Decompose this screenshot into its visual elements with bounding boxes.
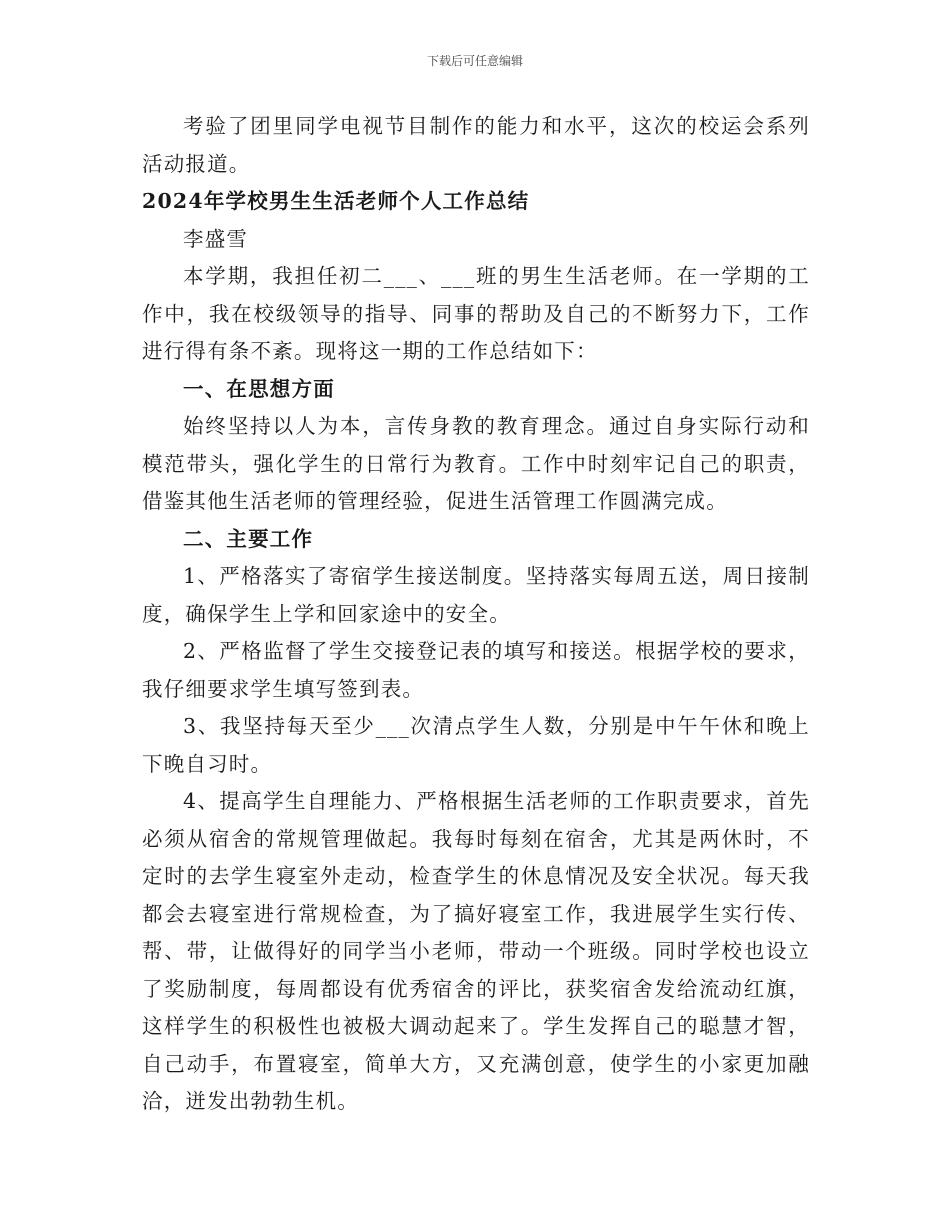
opening-paragraph: 本学期，我担任初二___、___班的男生生活老师。在一学期的工作中，我在校级领导的指导、同事的帮助及自己的不断努力下，工作进行得有条不紊。现将这一期的工作总结如下： [142,264,810,363]
section-paragraph-thought: 始终坚持以人为本，言传身教的教育理念。通过自身实际行动和模范带头，强化学生的日常行为教育。工作中时刻牢记自己的职责，借鉴其他生活老师的管理经验，促进生活管理工作圆满完成。 [142,414,810,513]
work-item-4: 4、提高学生自理能力、严格根据生活老师的工作职责要求，首先必须从宿舍的常规管理做起。我每时每刻在宿舍，尤其是两休时，不定时的去学生寝室外走动，检查学生的休息情况及安全状况。每天我都会去寝室进行常规检查，为了搞好寝室工作，我进展学生实行传、帮、带，让做得好的同学当小老师，带动一个班级。同时学校也设立了奖励制度，每周都设有优秀宿舍的评比，获奖宿舍发给流动红旗，这样学生的积极性也被极大调动起来了。学生发挥自己的聪慧才智，自己动手，布置寝室，简单大方，又充满创意，使学生的小家更加融洽，迸发出勃勃生机。 [142,789,810,1113]
section-heading-main-work: 二、主要工作 [183,526,314,551]
intro-paragraph: 考验了团里同学电视节目制作的能力和水平，这次的校运会系列活动报道。 [142,114,810,176]
work-item-3: 3、我坚持每天至少___次清点学生人数，分别是中午午休和晚上下晚自习时。 [142,714,810,776]
work-item-2: 2、严格监督了学生交接登记表的填写和接送。根据学校的要求，我仔细要求学生填写签到表。 [142,639,810,701]
section-heading-thought: 一、在思想方面 [183,376,335,401]
author-name: 李盛雪 [183,226,249,251]
document-body [142,108,810,1121]
page-header-note: 下载后可任意编辑 [426,54,523,68]
work-item-1: 1、严格落实了寄宿学生接送制度。坚持落实每周五送，周日接制度，确保学生上学和回家途中的安全。 [142,564,810,626]
document-title: 2024年学校男生生活老师个人工作总结 [142,189,530,213]
